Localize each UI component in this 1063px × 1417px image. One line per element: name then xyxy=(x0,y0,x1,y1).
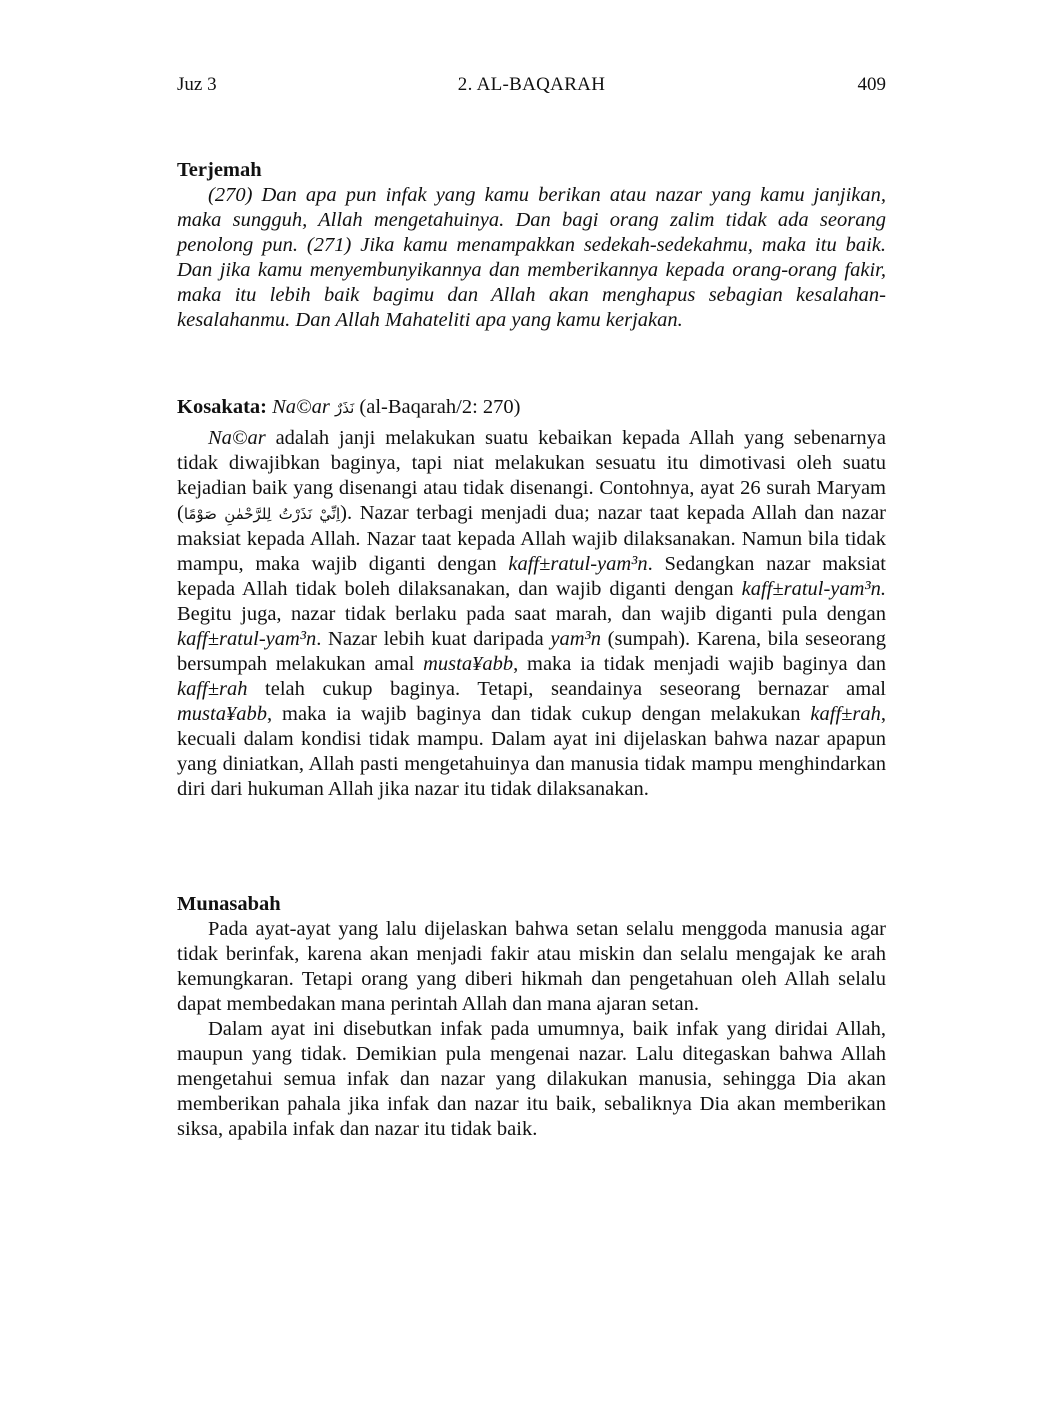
term-kaffaratul-yamin: kaff±ratul-yam³n xyxy=(508,553,648,575)
term-kaffaratul-yamin: kaff±ratul-yam³n xyxy=(177,628,317,650)
text-segment: adalah janji melakukan suatu kebaikan kepada Allah yang sebenarnya tidak diwajibkan baginya, tapi niat melakukan sesuatu itu dimotivasi oleh suatu kejadian baik yang disenangi atau tidak disenangi. Contohnya, ayat 26 surah Maryam ( xyxy=(177,427,886,524)
term-kaffarah: kaff±rah xyxy=(810,703,881,725)
term-yamin: yam³n xyxy=(550,628,601,650)
munasabah-heading: Munasabah xyxy=(177,893,281,915)
text-segment: telah cukup baginya. Tetapi, seandainya seseorang bernazar amal xyxy=(247,678,886,700)
juz-label: Juz 3 xyxy=(177,74,217,95)
munasabah-paragraph-1: Pada ayat-ayat yang lalu dijelaskan bahwa setan selalu menggoda manusia agar tidak berinfak, karena akan menjadi fakir atau miskin dan selalu mengajak ke arah kemungkaran. Tetapi orang yang diberi hikmah dan pengetahuan oleh Allah selalu dapat membedakan mana perintah Allah dan mana ajaran setan. xyxy=(177,918,886,1015)
kosakata-ref: (al-Baqarah/2: 270) xyxy=(359,396,521,418)
text-segment: . Sedangkan nazar maksiat kepada Allah tidak boleh dilaksanakan, dan wajib diganti dengan xyxy=(177,553,886,600)
kosakata-term: Na©ar xyxy=(272,396,330,418)
term-kaffaratul-yamin: kaff±ratul-yam³n. xyxy=(741,578,886,600)
kosakata-title xyxy=(177,395,886,421)
page-number: 409 xyxy=(857,74,886,95)
terjemah-section xyxy=(177,158,886,333)
text-segment: . Nazar lebih kuat daripada xyxy=(316,628,551,650)
term-mustahabb: musta¥abb xyxy=(177,703,267,725)
term-mustahabb: musta¥abb xyxy=(423,653,514,675)
kosakata-arabic: نَذَرٌ xyxy=(334,399,355,417)
text-segment: , maka ia wajib baginya dan tidak cukup dengan melakukan xyxy=(266,703,811,725)
terjemah-text: (270) Dan apa pun infak yang kamu berikan atau nazar yang kamu janjikan, maka sungguh, Allah mengetahuinya. Dan bagi orang zalim tidak ada seorang penolong pun. (271) Jika kamu menampakkan sedekah-sedekahmu, maka itu baik. Dan jika kamu menyembunyikannya dan memberikannya kepada orang-orang fakir, maka itu lebih baik bagimu dan Allah akan menghapus sebagian kesalahan-kesalahanmu. Dan Allah Mahateliti apa yang kamu kerjakan. xyxy=(177,184,886,331)
munasabah-section xyxy=(177,892,886,1142)
text-segment: , maka ia tidak menjadi wajib baginya dan xyxy=(513,653,887,675)
running-header xyxy=(177,74,886,98)
term-kaffarah: kaff±rah xyxy=(177,678,248,700)
kosakata-label: Kosakata: xyxy=(177,396,267,418)
arabic-verse: اِنِّيْ نَذَرْتُ لِلرَّحْمٰنِ صَوْمًا xyxy=(183,505,341,523)
term-nazar: Na©ar xyxy=(208,427,266,449)
text-segment: , kecuali dalam kondisi tidak mampu. Dalam ayat ini dijelaskan bahwa nazar apapun yang diniatkan, Allah pasti mengetahuinya dan manusia tidak mampu menghindarkan diri dari hukuman Allah jika nazar itu tidak dilaksanakan. xyxy=(177,703,886,800)
kosakata-section xyxy=(177,395,886,802)
text-segment: Begitu juga, nazar tidak berlaku pada saat marah, dan wajib diganti pula dengan xyxy=(177,603,886,625)
terjemah-heading: Terjemah xyxy=(177,159,262,181)
kosakata-paragraph xyxy=(177,426,886,802)
munasabah-paragraph-2: Dalam ayat ini disebutkan infak pada umumnya, baik infak yang diridai Allah, maupun yang tidak. Demikian pula mengenai nazar. Lalu ditegaskan bahwa Allah mengetahui semua infak dan nazar yang dilakukan manusia, sehingga Dia akan memberikan pahala jika infak dan nazar itu baik, sebaliknya Dia akan memberikan siksa, apabila infak dan nazar itu tidak baik. xyxy=(177,1018,886,1140)
surah-title: 2. AL-BAQARAH xyxy=(457,74,606,95)
text-segment: ). Nazar terbagi menjadi dua; nazar taat kepada Allah dan nazar maksiat kepada Allah. Nazar taat kepada Allah wajib dilaksanakan. Namun bila tidak mampu, maka wajib diganti dengan xyxy=(177,502,886,575)
text-segment: (sumpah). Karena, bila seseorang bersumpah melakukan amal xyxy=(177,628,886,675)
